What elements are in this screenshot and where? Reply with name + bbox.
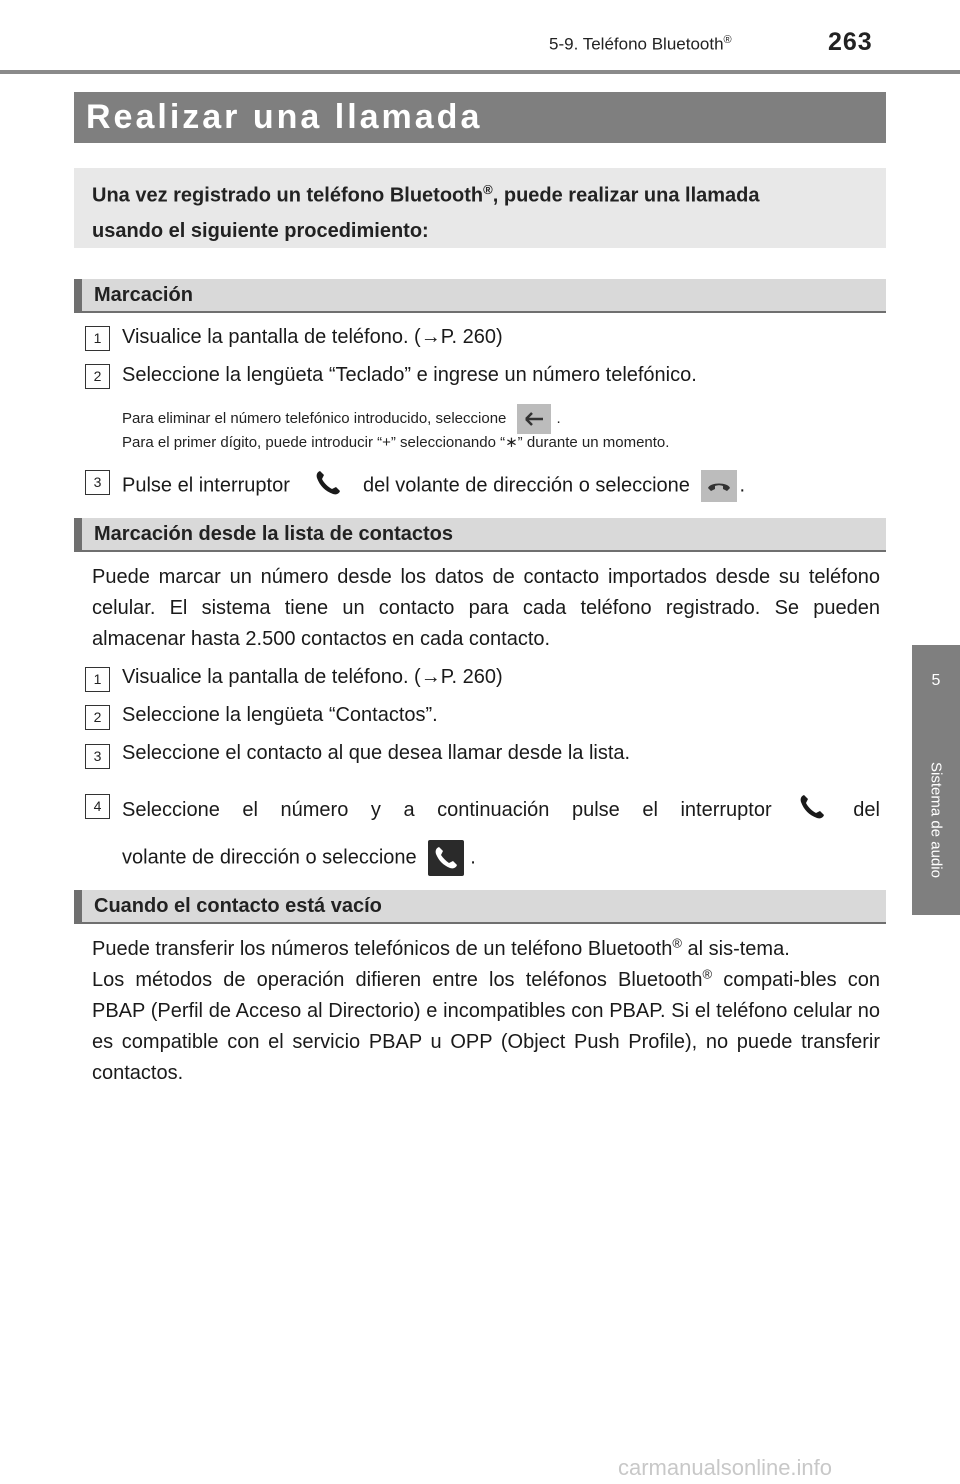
- section-heading-contactos: Marcación desde la lista de contactos: [74, 518, 886, 552]
- chapter-number: 5: [931, 672, 941, 689]
- page-number: 263: [828, 28, 873, 56]
- section-paragraph: Puede marcar un número desde los datos de contacto importados desde su teléfono celular. El sistema tiene un contacto para cada teléfono registrado. Se pueden almacenar hasta 2.500 contactos en cada contacto.: [92, 566, 880, 650]
- note-text: Para eliminar el número telefónico introducido, seleccione .: [122, 404, 561, 434]
- step-text: Seleccione la lengüeta “Contactos”.: [122, 704, 438, 726]
- section-heading-vacio: Cuando el contacto está vacío: [74, 890, 886, 924]
- section-paragraph: Puede transferir los números telefónicos de un teléfono Bluetooth® al sis-tema. Los métodos de operación difieren entre los teléfonos Bluetooth® compati-bles con PBAP (Perfil de Acceso al Directorio) e incompatibles con PBAP. Si el teléfono celular no es compatible con el servicio PBAP u OPP (Object Push Profile), no puede transferir contactos.: [92, 935, 880, 1084]
- header-rule: [0, 70, 960, 74]
- step-number: 4: [85, 794, 110, 819]
- step-number: 3: [85, 470, 110, 495]
- section-heading-marcacion: Marcación: [74, 279, 886, 313]
- step-text: volante de dirección o seleccione .: [122, 840, 476, 876]
- step-number: 2: [85, 364, 110, 389]
- step-text: Visualice la pantalla de teléfono. (→P. 260): [122, 666, 503, 688]
- chapter-label: Sistema de audio: [927, 762, 945, 878]
- step-text: Seleccione el contacto al que desea llamar desde la lista.: [122, 742, 631, 764]
- phone-switch-icon: [313, 468, 343, 504]
- step-text: Seleccione la lengüeta “Teclado” e ingrese un número telefónico.: [122, 364, 697, 386]
- step-text: Seleccione el número y a continuación pulse el interruptor del: [122, 792, 880, 828]
- step-number: 1: [85, 326, 110, 351]
- call-button-icon: [701, 470, 737, 502]
- step-text: Visualice la pantalla de teléfono. (→P. 260): [122, 326, 503, 348]
- back-arrow-icon: [517, 404, 551, 434]
- page-title: Realizar una llamada: [86, 98, 483, 136]
- phone-switch-icon: [797, 792, 827, 828]
- call-button-icon: [428, 840, 464, 876]
- step-number: 2: [85, 705, 110, 730]
- intro-text: Una vez registrado un teléfono Bluetooth®, puede realizar una llamada usando el siguiente procedimiento:: [92, 182, 760, 242]
- watermark: carmanualsonline.info: [618, 1455, 833, 1480]
- step-number: 1: [85, 667, 110, 692]
- step-number: 3: [85, 744, 110, 769]
- step-text: Pulse el interruptor del volante de dirección o seleccione .: [122, 468, 745, 504]
- section-label: 5-9. Teléfono Bluetooth®: [549, 34, 732, 54]
- note-text: Para el primer dígito, puede introducir “+” seleccionando “∗” durante un momento.: [122, 434, 670, 451]
